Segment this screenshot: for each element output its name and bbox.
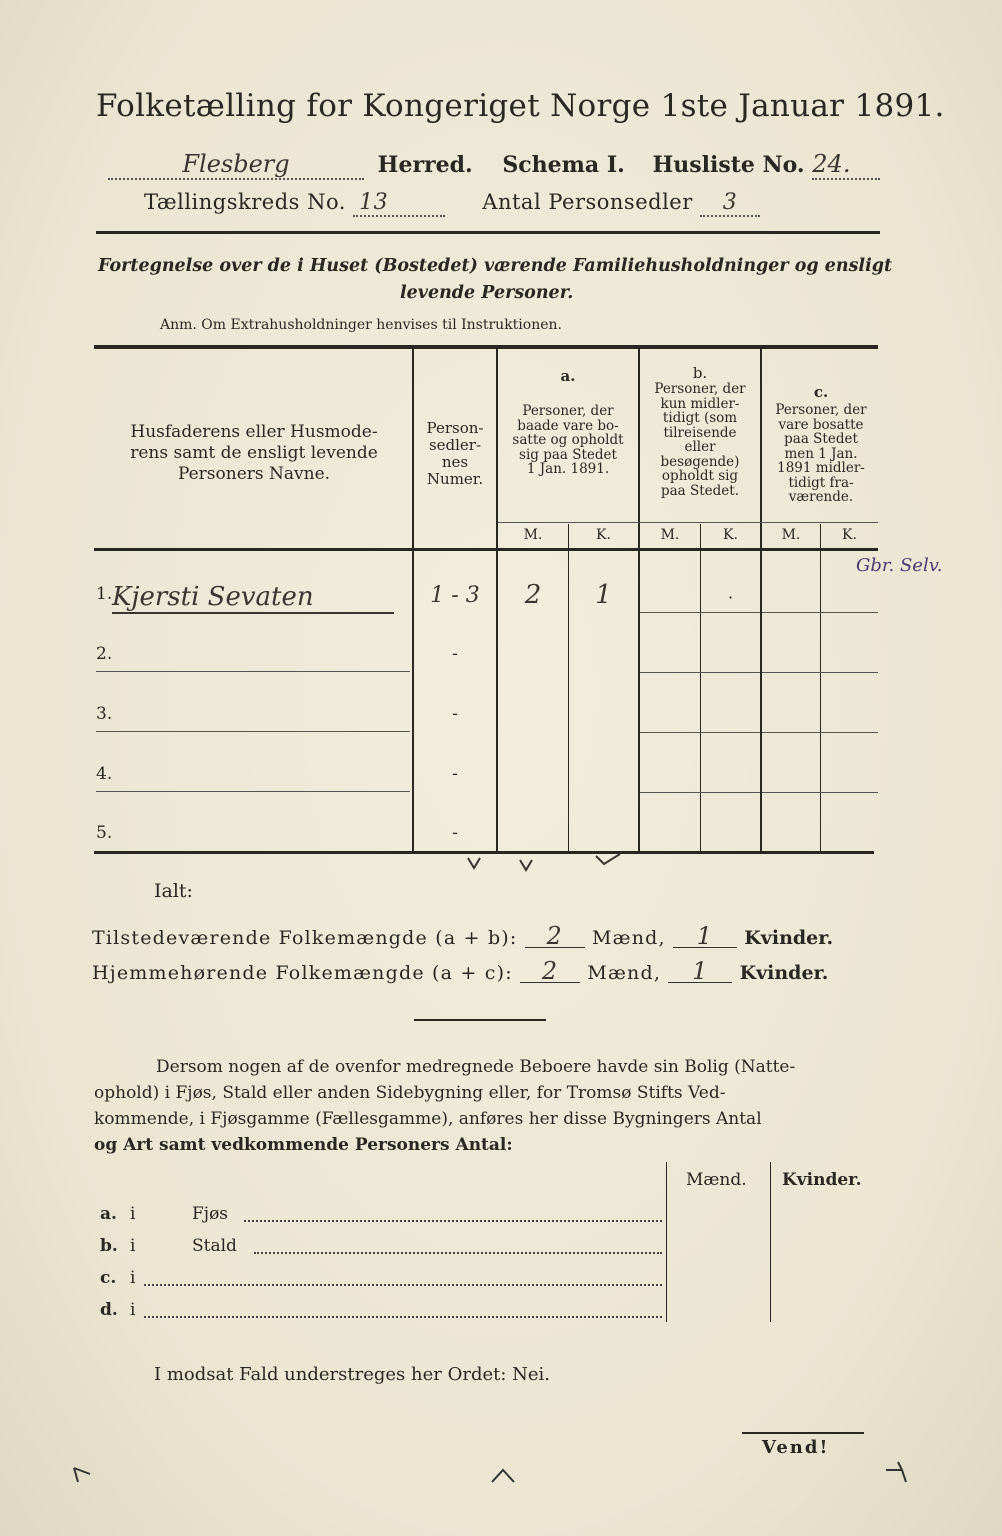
col-header-b-line: kun midler- bbox=[660, 395, 740, 412]
corner-mark-icon bbox=[490, 1466, 516, 1486]
col-header-name-line: rens samt de ensligt levende bbox=[130, 443, 378, 463]
row-line bbox=[762, 672, 878, 673]
corner-mark-icon bbox=[882, 1458, 910, 1486]
col-header-name-line: Personers Navne. bbox=[177, 464, 331, 484]
buildings-maend: Mænd. bbox=[686, 1170, 747, 1190]
col-header-b-line: besøgende) bbox=[660, 453, 740, 470]
name-underline bbox=[112, 612, 394, 614]
hjemme-label: Hjemmehørende Folkemængde (a + c): bbox=[92, 962, 513, 984]
herred-row bbox=[108, 150, 880, 180]
separator-rule bbox=[414, 1019, 546, 1021]
check-marks bbox=[460, 852, 630, 878]
nei-line: I modsat Fald understreges her Ordet: Nei. bbox=[154, 1364, 551, 1385]
row-number: 4. bbox=[96, 764, 113, 784]
col-header-b-line: tilreisende bbox=[663, 424, 737, 441]
col-header-b-line: tidigt (som bbox=[662, 410, 738, 426]
col-header-a-line: 1 Jan. 1891. bbox=[526, 461, 610, 477]
building-i: i bbox=[130, 1300, 136, 1320]
row-line bbox=[640, 792, 760, 793]
row-person-num: - bbox=[452, 644, 458, 664]
col-a-k: K. bbox=[596, 527, 611, 543]
col-divider bbox=[568, 524, 569, 851]
kreds-row bbox=[144, 190, 760, 217]
tilstede-row bbox=[92, 922, 834, 950]
col-divider bbox=[666, 1162, 667, 1322]
husliste-value: 24. bbox=[812, 150, 880, 180]
row-line bbox=[640, 672, 760, 673]
dot-leader bbox=[144, 1284, 662, 1286]
col-header-c-line: tidigt fra- bbox=[788, 474, 854, 491]
col-a-m: M. bbox=[523, 527, 543, 543]
form-title: Folketælling for Kongeriget Norge 1ste Januar 1891. bbox=[96, 88, 945, 124]
row-line bbox=[96, 671, 410, 672]
subtitle-line2: levende Personer. bbox=[400, 283, 574, 303]
anm-note: Anm. Om Extrahusholdninger henvises til Instruktionen. bbox=[160, 317, 562, 333]
col-header-b-line: paa Stedet. bbox=[660, 482, 740, 499]
col-header-b bbox=[640, 382, 760, 498]
corner-mark-icon bbox=[70, 1462, 94, 1486]
row-line bbox=[96, 731, 410, 732]
col-header-c-line: 1891 midler- bbox=[777, 460, 865, 476]
subtitle-line1: Fortegnelse over de i Huset (Bostedet) værende Familiehusholdninger og ensligt bbox=[98, 256, 893, 276]
col-header-name-line: Husfaderens eller Husmode- bbox=[130, 422, 378, 442]
col-header-b-line: eller bbox=[684, 439, 716, 455]
col-divider bbox=[700, 524, 701, 851]
col-header-num bbox=[414, 420, 496, 488]
row-line bbox=[762, 612, 878, 613]
col-divider bbox=[820, 524, 821, 851]
vend-rule bbox=[742, 1432, 864, 1434]
building-letter: c. bbox=[100, 1268, 117, 1288]
col-header-c-line: værende. bbox=[788, 489, 854, 505]
vend-label: Vend! bbox=[762, 1437, 830, 1458]
row-a-m: 2 bbox=[524, 580, 542, 610]
col-header-c-line: men 1 Jan. bbox=[784, 445, 858, 462]
col-header-name bbox=[104, 422, 404, 485]
row-b-k: · bbox=[727, 588, 734, 607]
building-i: i bbox=[130, 1268, 136, 1288]
antal-label: Antal Personsedler bbox=[482, 190, 693, 214]
hjemme-kvinder: 1 bbox=[668, 960, 732, 983]
col-c-k: K. bbox=[842, 527, 857, 543]
paragraph-line: kommende, i Fjøsgamme (Fællesgamme), anføres her disse Bygningers Antal bbox=[94, 1109, 762, 1129]
building-label: Fjøs bbox=[192, 1204, 229, 1224]
col-header-a-line: Personer, der bbox=[522, 403, 614, 419]
col-header-c-line: Personer, der bbox=[775, 402, 867, 418]
row-line bbox=[762, 732, 878, 733]
col-header-c-line: paa Stedet bbox=[784, 431, 858, 447]
kreds-value: 13 bbox=[353, 190, 445, 217]
col-c-m: M. bbox=[781, 527, 801, 543]
paragraph-line: Dersom nogen af de ovenfor medregnede Beboere havde sin Bolig (Natte- bbox=[156, 1057, 796, 1077]
col-header-num-line: sedler- bbox=[428, 436, 482, 454]
paragraph bbox=[94, 1054, 795, 1158]
row-name: Kjersti Sevaten bbox=[112, 582, 314, 612]
schema-label: Schema I. bbox=[502, 152, 625, 178]
kvinder-label: Kvinder. bbox=[739, 962, 829, 984]
paragraph-line: ophold) i Fjøs, Stald eller anden Sidebygning eller, for Tromsø Stifts Ved- bbox=[94, 1083, 726, 1103]
hjemme-maend: 2 bbox=[520, 960, 580, 983]
row-line bbox=[96, 791, 410, 792]
col-c-letter: c. bbox=[813, 383, 829, 401]
col-b-letter: b. bbox=[692, 364, 708, 382]
maend-label: Mænd, bbox=[587, 962, 662, 984]
row-line bbox=[640, 732, 760, 733]
tilstede-label: Tilstedeværende Folkemængde (a + b): bbox=[92, 927, 518, 949]
herred-label: Herred. bbox=[377, 152, 473, 178]
row-a-k: 1 bbox=[595, 580, 612, 610]
col-header-num-line: nes bbox=[441, 453, 469, 471]
row-line bbox=[640, 612, 760, 613]
col-divider bbox=[770, 1162, 771, 1322]
col-a-letter: a. bbox=[560, 367, 576, 385]
row-person-num: - bbox=[452, 823, 458, 843]
row-number: 5. bbox=[96, 823, 113, 843]
mk-divider bbox=[498, 522, 878, 523]
col-header-num-line: Person- bbox=[426, 419, 484, 437]
tilstede-maend: 2 bbox=[525, 925, 585, 948]
row-person-num: - bbox=[452, 764, 458, 784]
col-header-a-line: sig paa Stedet bbox=[519, 446, 617, 463]
herred-value: Flesberg bbox=[108, 150, 364, 180]
row-number: 3. bbox=[96, 704, 113, 724]
husliste-label: Husliste No. bbox=[652, 152, 805, 178]
maend-label: Mænd, bbox=[592, 927, 666, 949]
col-header-a-line: baade vare bo- bbox=[517, 417, 619, 434]
ialt-label: Ialt: bbox=[154, 880, 193, 902]
row-line bbox=[762, 792, 878, 793]
dot-leader bbox=[244, 1220, 662, 1222]
col-header-a bbox=[498, 404, 638, 477]
col-b-k: K. bbox=[723, 527, 738, 543]
col-header-num-line: Numer. bbox=[426, 470, 484, 488]
col-header-a-line: satte og opholdt bbox=[512, 432, 624, 448]
building-label: Stald bbox=[192, 1236, 237, 1256]
row-person-num: 1 - 3 bbox=[430, 583, 480, 608]
row-person-num: - bbox=[452, 704, 458, 724]
margin-note: Gbr. Selv. bbox=[856, 555, 943, 576]
col-header-c bbox=[762, 403, 880, 505]
col-header-b-line: Personer, der bbox=[654, 381, 746, 397]
tilstede-kvinder: 1 bbox=[673, 925, 737, 948]
col-b-m: M. bbox=[660, 527, 680, 543]
kvinder-label: Kvinder. bbox=[744, 927, 834, 949]
paragraph-line: og Art samt vedkommende Personers Antal: bbox=[94, 1135, 513, 1155]
dot-leader bbox=[254, 1252, 662, 1254]
dot-leader bbox=[144, 1316, 662, 1318]
building-i: i bbox=[130, 1236, 136, 1256]
building-letter: d. bbox=[100, 1300, 118, 1320]
buildings-kvinder: Kvinder. bbox=[782, 1170, 862, 1190]
row-number: 2. bbox=[96, 644, 113, 664]
col-header-c-line: vare bosatte bbox=[778, 416, 864, 433]
hjemme-row bbox=[92, 957, 829, 985]
kreds-label: Tællingskreds No. bbox=[144, 190, 346, 214]
building-i: i bbox=[130, 1204, 136, 1224]
antal-value: 3 bbox=[700, 190, 760, 217]
col-header-b-line: opholdt sig bbox=[661, 468, 739, 484]
building-letter: b. bbox=[100, 1236, 118, 1256]
building-letter: a. bbox=[100, 1204, 117, 1224]
header-rule bbox=[96, 231, 880, 234]
row-number: 1. bbox=[96, 584, 113, 604]
